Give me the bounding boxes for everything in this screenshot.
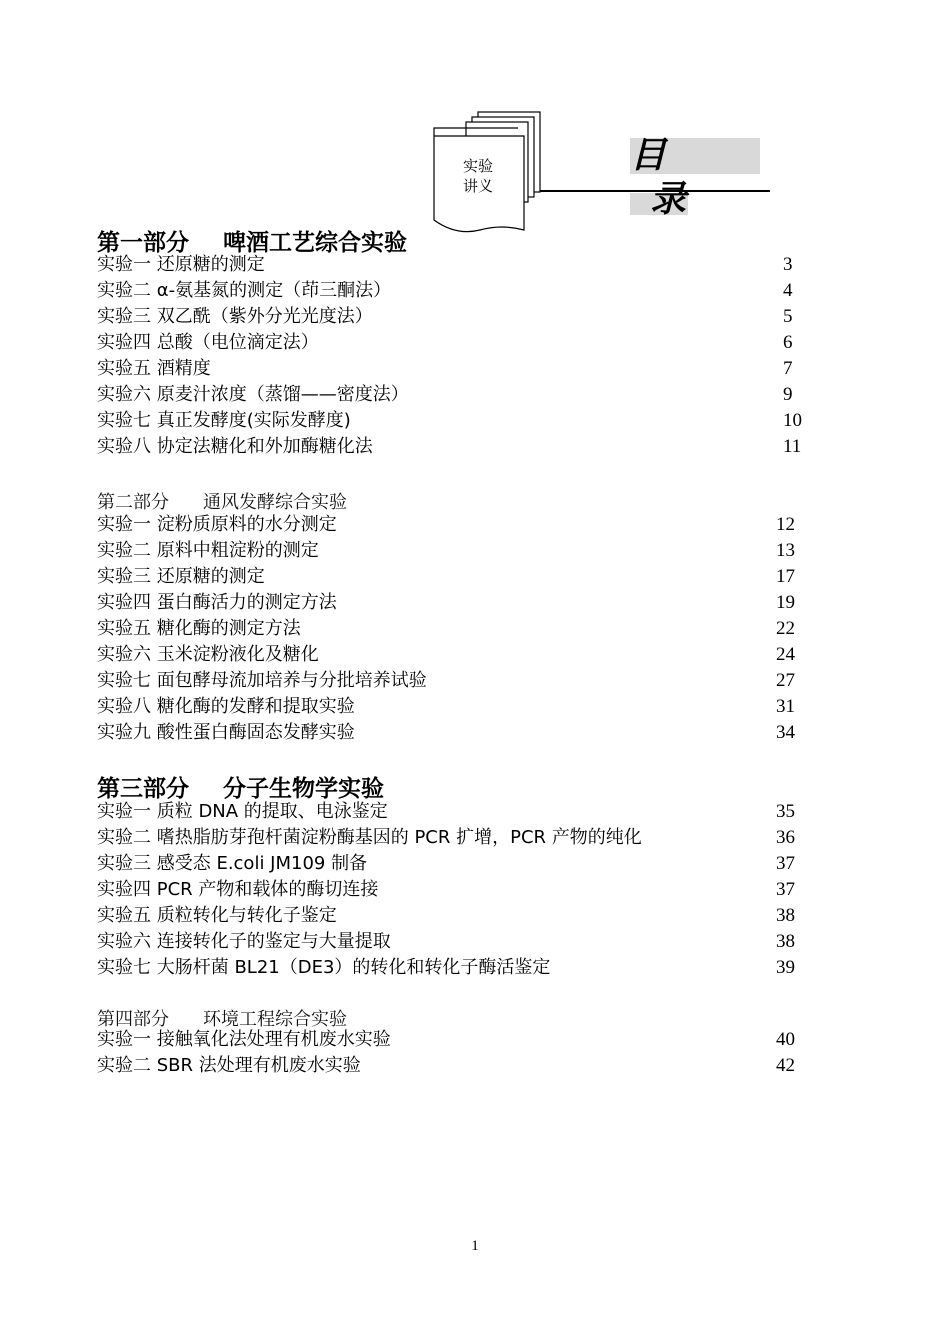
toc-entry-label: 实验六 原麦汁浓度（蒸馏——密度法）: [97, 384, 409, 405]
toc-entry-page: 35: [776, 801, 795, 822]
toc-entry-page: 12: [776, 514, 795, 535]
toc-entry-label: 实验四 总酸（电位滴定法）: [97, 332, 319, 353]
toc-entry[interactable]: [97, 356, 817, 382]
toc-entry-page: 27: [776, 670, 795, 691]
toc-entry-label: 实验一 接触氧化法处理有机废水实验: [97, 1029, 391, 1050]
toc-title-char-1: 目: [630, 135, 667, 176]
toc-entry[interactable]: [97, 877, 817, 903]
toc-entry-label: 实验五 糖化酶的测定方法: [97, 618, 301, 639]
toc-entry-page: 24: [776, 644, 795, 665]
toc-entry[interactable]: [97, 590, 817, 616]
part2-heading: [97, 488, 347, 514]
toc-entry-label: 实验四 蛋白酶活力的测定方法: [97, 592, 337, 613]
toc-entry-page: 11: [783, 436, 802, 457]
toc-entry-label: 实验二 SBR 法处理有机废水实验: [97, 1055, 361, 1076]
toc-entry-page: 3: [783, 254, 793, 275]
toc-entry-page: 17: [776, 566, 795, 587]
toc-entry-page: 40: [776, 1029, 795, 1050]
toc-entry[interactable]: [97, 564, 817, 590]
toc-entry-label: 实验七 真正发酵度(实际发酵度): [97, 410, 351, 431]
toc-entry[interactable]: [97, 304, 817, 330]
toc-entry-label: 实验四 PCR 产物和载体的酶切连接: [97, 879, 379, 900]
toc-entry[interactable]: [97, 434, 817, 460]
toc-title-char-2: 录: [650, 179, 687, 220]
part2-number: 第二部分: [97, 492, 169, 513]
toc-entry-label: 实验八 协定法糖化和外加酶糖化法: [97, 436, 373, 457]
part4-title: 环境工程综合实验: [203, 1009, 347, 1030]
part3-title: 分子生物学实验: [223, 776, 384, 802]
toc-entry[interactable]: [97, 252, 817, 278]
toc-entry-page: 19: [776, 592, 795, 613]
toc-entry[interactable]: [97, 512, 817, 538]
part1-title: 啤酒工艺综合实验: [223, 230, 407, 256]
document-icon-label-line2: 讲义: [462, 177, 493, 195]
toc-entry[interactable]: [97, 642, 817, 668]
part4-number: 第四部分: [97, 1009, 169, 1030]
toc-entry[interactable]: [97, 1027, 817, 1053]
toc-entry[interactable]: [97, 799, 817, 825]
toc-entry-label: 实验二 α-氨基氮的测定（茚三酮法）: [97, 280, 392, 301]
toc-entry-label: 实验五 质粒转化与转化子鉴定: [97, 905, 337, 926]
toc-entry[interactable]: [97, 929, 817, 955]
toc-entry-label: 实验二 嗜热脂肪芽孢杆菌淀粉酶基因的 PCR 扩增，PCR 产物的纯化: [97, 827, 642, 848]
toc-entry[interactable]: [97, 720, 817, 746]
toc-entry-page: 42: [776, 1055, 795, 1076]
part2-title: 通风发酵综合实验: [203, 492, 347, 513]
document-icon-label-line1: 实验: [462, 157, 493, 175]
toc-entry-page: 9: [783, 384, 793, 405]
toc-entry[interactable]: [97, 330, 817, 356]
part3-number: 第三部分: [97, 776, 189, 802]
toc-entry-page: 5: [783, 306, 793, 327]
toc-entry[interactable]: [97, 851, 817, 877]
toc-entry-label: 实验三 感受态 E.coli JM109 制备: [97, 853, 368, 874]
toc-entry-label: 实验三 还原糖的测定: [97, 566, 265, 587]
toc-entry-page: 22: [776, 618, 795, 639]
toc-entry-label: 实验六 玉米淀粉液化及糖化: [97, 644, 319, 665]
toc-entry-page: 10: [783, 410, 802, 431]
toc-entry-page: 37: [776, 853, 795, 874]
toc-entry-page: 34: [776, 722, 795, 743]
toc-entry[interactable]: [97, 694, 817, 720]
toc-entry-label: 实验一 质粒 DNA 的提取、电泳鉴定: [97, 801, 388, 822]
toc-entry-label: 实验一 淀粉质原料的水分测定: [97, 514, 337, 535]
page-number-footer: 1: [471, 1238, 479, 1254]
toc-entry-page: 4: [783, 280, 793, 301]
toc-entry-label: 实验一 还原糖的测定: [97, 254, 265, 275]
toc-entry-label: 实验五 酒精度: [97, 358, 211, 379]
toc-entry-label: 实验九 酸性蛋白酶固态发酵实验: [97, 722, 355, 743]
document-icon-label: [448, 156, 508, 196]
toc-entry-page: 37: [776, 879, 795, 900]
toc-entry[interactable]: [97, 616, 817, 642]
toc-entry[interactable]: [97, 408, 817, 434]
toc-entry-page: 6: [783, 332, 793, 353]
toc-entry-label: 实验六 连接转化子的鉴定与大量提取: [97, 931, 391, 952]
toc-entry[interactable]: [97, 1053, 817, 1079]
toc-entry-page: 31: [776, 696, 795, 717]
toc-entry[interactable]: [97, 668, 817, 694]
toc-entry[interactable]: [97, 538, 817, 564]
toc-entry-page: 36: [776, 827, 795, 848]
toc-entry[interactable]: [97, 955, 817, 981]
toc-entry-page: 38: [776, 931, 795, 952]
toc-entry-page: 38: [776, 905, 795, 926]
toc-entry[interactable]: [97, 903, 817, 929]
toc-entry-label: 实验二 原料中粗淀粉的测定: [97, 540, 319, 561]
toc-entry-label: 实验三 双乙酰（紫外分光光度法）: [97, 306, 373, 327]
toc-entry-page: 39: [776, 957, 795, 978]
toc-entry[interactable]: [97, 278, 817, 304]
toc-entry-page: 7: [783, 358, 793, 379]
toc-entry-page: 13: [776, 540, 795, 561]
toc-entry-label: 实验八 糖化酶的发酵和提取实验: [97, 696, 355, 717]
toc-entry-label: 实验七 大肠杆菌 BL21（DE3）的转化和转化子酶活鉴定: [97, 957, 551, 978]
part1-number: 第一部分: [97, 230, 189, 256]
toc-entry[interactable]: [97, 825, 817, 851]
toc-entry[interactable]: [97, 382, 817, 408]
toc-entry-label: 实验七 面包酵母流加培养与分批培养试验: [97, 670, 427, 691]
